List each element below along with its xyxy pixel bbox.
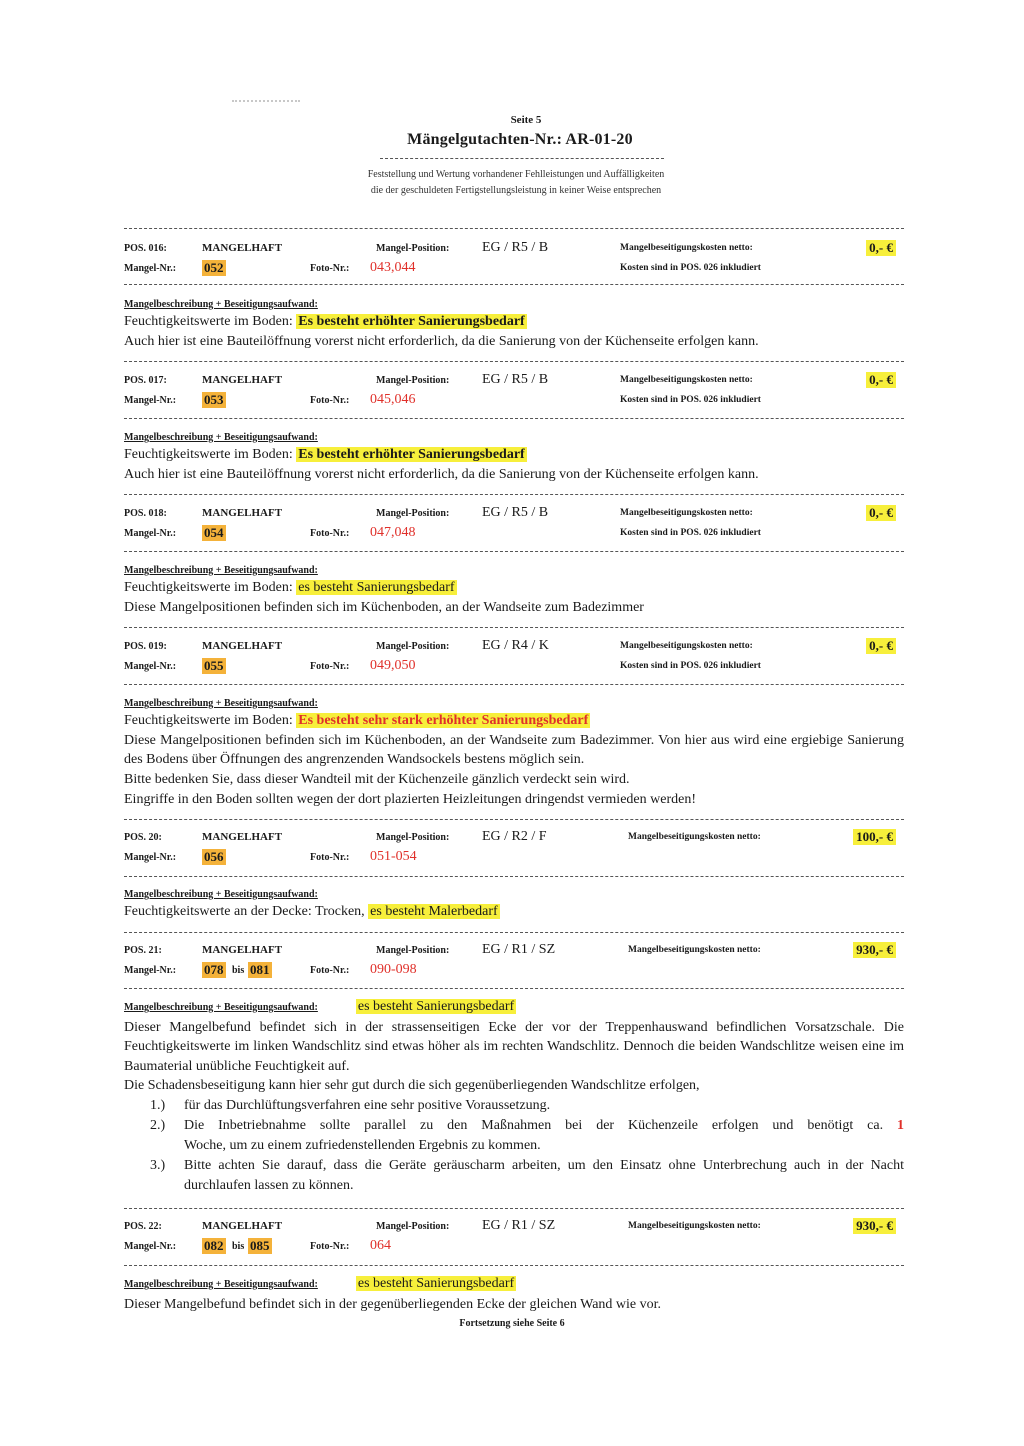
description-highlight: Es besteht sehr stark erhöhter Sanierungsbedarf — [298, 713, 589, 728]
description-highlight: es besteht Malerbedarf — [370, 904, 498, 919]
description-block-016 — [124, 294, 904, 352]
page-number: Seite 5 — [510, 114, 542, 126]
foto-nr-value: 049,050 — [370, 658, 416, 673]
mangel-position-label: Mangel-Position: — [376, 945, 450, 956]
pos-number: POS. 018: — [124, 508, 167, 519]
position-block-22 — [124, 1218, 904, 1258]
position-block-019 — [124, 638, 904, 678]
included-note: Kosten sind in POS. 026 inkludiert — [620, 263, 761, 273]
description-prefix: Feuchtigkeitswerte im Boden: — [124, 580, 293, 595]
section-divider — [124, 494, 904, 495]
cost-label: Mangelbeseitigungskosten netto: — [620, 375, 753, 385]
pos-number: POS. 20: — [124, 832, 162, 843]
section-divider — [124, 819, 904, 820]
section-divider — [124, 418, 904, 419]
description-label: Mangelbeschreibung + Beseitigungsaufwand: — [124, 299, 318, 310]
included-note: Kosten sind in POS. 026 inkludiert — [620, 528, 761, 538]
foto-nr-label: Foto-Nr.: — [310, 965, 350, 976]
mangel-nr-to-value: 085 — [250, 1238, 270, 1253]
foto-nr-label: Foto-Nr.: — [310, 852, 350, 863]
status-label: MANGELHAFT — [202, 242, 283, 254]
section-divider — [124, 228, 904, 229]
list-item: 2.) Die Inbetriebnahme sollte parallel zu den Maßnahmen bei der Küchenzeile erfolgen und benötigt ca. 1 Woche, um zu einem zufriedenstellenden Ergebnis zu kommen. — [150, 1118, 904, 1154]
description-highlight: Es besteht erhöhter Sanierungsbedarf — [298, 447, 525, 462]
document-title: Mängelgutachten-Nr.: AR-01-20 — [407, 131, 633, 148]
included-note: Kosten sind in POS. 026 inkludiert — [620, 395, 761, 405]
description-text: Dieser Mangelbefund befindet sich in der strassenseitigen Ecke der vor der Treppenhauswand befindlichen Vorsatzschale. Die Feuchtigkeitswerte im linken Wandschlitz sind etwas höher als im rechten Wandschlitz. Dennoch die beiden Wandschlitze weisen eine im Baumaterial unübliche Feuchtigkeit auf. — [124, 1020, 904, 1074]
cost-label: Mangelbeseitigungskosten netto: — [620, 641, 753, 651]
status-label: MANGELHAFT — [202, 1220, 283, 1232]
mangel-nr-value: 056 — [204, 849, 224, 864]
mangel-nr-to-value: 081 — [250, 962, 270, 977]
cost-value: 100,- € — [853, 829, 896, 845]
cost-value: 930,- € — [853, 1218, 896, 1234]
included-note: Kosten sind in POS. 026 inkludiert — [620, 661, 761, 671]
foto-nr-value: 090-098 — [370, 962, 417, 977]
foto-nr-value: 045,046 — [370, 392, 416, 407]
pos-number: POS. 017: — [124, 375, 167, 386]
mangel-nr-label: Mangel-Nr.: — [124, 528, 177, 539]
subtitle-line-2: die der geschuldeten Fertigstellungsleistung in keiner Weise entsprechen — [370, 185, 662, 196]
position-block-017 — [124, 372, 904, 412]
description-label: Mangelbeschreibung + Beseitigungsaufwand: — [124, 889, 318, 900]
foto-nr-label: Foto-Nr.: — [310, 528, 350, 539]
pos-number: POS. 22: — [124, 1221, 162, 1232]
description-text: Bitte bedenken Sie, dass dieser Wandteil mit der Küchenzeile gänzlich verdeckt sein wird. — [124, 771, 630, 787]
foto-nr-value: 064 — [370, 1238, 391, 1253]
position-block-20 — [124, 829, 904, 869]
description-text: Die Schadensbeseitigung kann hier sehr gut durch die sich gegenüberliegenden Wandschlitze erfolgen, — [124, 1078, 700, 1094]
list-item: 1.) für das Durchlüftungsverfahren eine sehr positive Voraussetzung. — [150, 1098, 551, 1114]
foto-nr-label: Foto-Nr.: — [310, 1241, 350, 1252]
foto-nr-value: 051-054 — [370, 849, 417, 864]
pos-number: POS. 019: — [124, 641, 167, 652]
section-divider — [124, 932, 904, 933]
continuation-note: Fortsetzung siehe Seite 6 — [459, 1318, 565, 1329]
cost-label: Mangelbeseitigungskosten netto: — [620, 243, 753, 253]
bis-label: bis — [232, 1241, 245, 1252]
position-block-21 — [124, 942, 904, 982]
description-text: Auch hier ist eine Bauteilöffnung vorerst nicht erforderlich, da die Sanierung von der Küchenseite erfolgen kann. — [124, 467, 759, 482]
mangel-nr-label: Mangel-Nr.: — [124, 965, 177, 976]
cost-value: 930,- € — [853, 942, 896, 958]
description-prefix: Feuchtigkeitswerte im Boden: — [124, 447, 293, 462]
cost-value: 0,- € — [866, 240, 896, 256]
foto-nr-value: 043,044 — [370, 260, 416, 275]
description-block-20 — [124, 884, 904, 922]
cost-label: Mangelbeseitigungskosten netto: — [628, 1221, 761, 1231]
mangel-position-label: Mangel-Position: — [376, 832, 450, 843]
bis-label: bis — [232, 965, 245, 976]
description-text: Auch hier ist eine Bauteilöffnung vorerst nicht erforderlich, da die Sanierung von der Küchenseite erfolgen kann. — [124, 334, 759, 349]
status-label: MANGELHAFT — [202, 640, 283, 652]
mangel-nr-value: 055 — [204, 658, 224, 673]
mangel-position-value: EG / R5 / B — [482, 505, 549, 520]
mangel-nr-label: Mangel-Nr.: — [124, 852, 177, 863]
description-text: Diese Mangelpositionen befinden sich im Küchenboden, an der Wandseite zum Badezimmer — [124, 600, 644, 615]
mangel-position-value: EG / R5 / B — [482, 372, 549, 387]
description-highlight: es besteht Sanierungsbedarf — [357, 1276, 515, 1291]
mangel-nr-label: Mangel-Nr.: — [124, 263, 177, 274]
section-divider — [124, 876, 904, 877]
status-label: MANGELHAFT — [202, 374, 283, 386]
cost-label: Mangelbeseitigungskosten netto: — [628, 832, 761, 842]
section-divider — [124, 684, 904, 685]
description-label: Mangelbeschreibung + Beseitigungsaufwand: — [124, 565, 318, 576]
cost-value: 0,- € — [866, 505, 896, 521]
description-block-21 — [124, 997, 904, 1196]
section-divider — [124, 284, 904, 285]
section-divider — [124, 1265, 904, 1266]
description-block-019 — [124, 693, 904, 810]
mangel-nr-value: 082 — [204, 1238, 224, 1253]
cost-value: 0,- € — [866, 638, 896, 654]
description-prefix: Feuchtigkeitswerte an der Decke: Trocken, — [124, 904, 365, 919]
description-prefix: Feuchtigkeitswerte im Boden: — [124, 314, 293, 329]
cost-label: Mangelbeseitigungskosten netto: — [620, 508, 753, 518]
description-label: Mangelbeschreibung + Beseitigungsaufwand: — [124, 1002, 318, 1013]
mangel-position-label: Mangel-Position: — [376, 243, 450, 254]
mangel-position-value: EG / R1 / SZ — [482, 942, 556, 957]
scan-artifact — [232, 100, 300, 105]
section-divider — [124, 627, 904, 628]
status-label: MANGELHAFT — [202, 831, 283, 843]
pos-number: POS. 016: — [124, 243, 167, 254]
description-label: Mangelbeschreibung + Beseitigungsaufwand: — [124, 432, 318, 443]
description-highlight: es besteht Sanierungsbedarf — [357, 999, 515, 1014]
foto-nr-label: Foto-Nr.: — [310, 661, 350, 672]
cost-value: 0,- € — [866, 372, 896, 388]
description-prefix: Feuchtigkeitswerte im Boden: — [124, 713, 293, 728]
mangel-position-label: Mangel-Position: — [376, 375, 450, 386]
section-divider — [124, 361, 904, 362]
description-text: Dieser Mangelbefund befindet sich in der gegenüberliegenden Ecke der gleichen Wand wie vor. — [124, 1297, 662, 1312]
title-divider — [380, 158, 664, 159]
mangel-position-label: Mangel-Position: — [376, 641, 450, 652]
description-block-018 — [124, 560, 904, 618]
mangel-nr-value: 054 — [204, 525, 224, 540]
description-highlight: es besteht Sanierungsbedarf — [298, 580, 455, 595]
description-block-017 — [124, 427, 904, 485]
mangel-position-label: Mangel-Position: — [376, 1221, 450, 1232]
position-block-016 — [124, 240, 904, 280]
section-divider — [124, 1208, 904, 1209]
description-highlight: Es besteht erhöhter Sanierungsbedarf — [298, 314, 525, 329]
status-label: MANGELHAFT — [202, 507, 283, 519]
mangel-position-value: EG / R5 / B — [482, 240, 549, 255]
foto-nr-label: Foto-Nr.: — [310, 263, 350, 274]
mangel-nr-label: Mangel-Nr.: — [124, 395, 177, 406]
mangel-nr-label: Mangel-Nr.: — [124, 1241, 177, 1252]
mangel-position-value: EG / R2 / F — [482, 829, 547, 844]
foto-nr-label: Foto-Nr.: — [310, 395, 350, 406]
section-divider — [124, 988, 904, 989]
list-item: 3.) Bitte achten Sie darauf, dass die Geräte geräuscharm arbeiten, um den Einsatz ohne Unterbrechung auch in der Nacht durchlaufen lassen zu können. — [150, 1158, 904, 1194]
description-label: Mangelbeschreibung + Beseitigungsaufwand: — [124, 698, 318, 709]
status-label: MANGELHAFT — [202, 944, 283, 956]
foto-nr-value: 047,048 — [370, 525, 416, 540]
mangel-nr-value: 053 — [204, 392, 224, 407]
description-block-22 — [124, 1274, 904, 1315]
cost-label: Mangelbeseitigungskosten netto: — [628, 945, 761, 955]
description-text: Eingriffe in den Boden sollten wegen der dort plazierten Heizleitungen dringendst vermieden werden! — [124, 791, 696, 807]
mangel-position-value: EG / R4 / K — [482, 638, 549, 653]
mangel-nr-value: 052 — [204, 260, 224, 275]
subtitle-line-1: Feststellung und Wertung vorhandener Fehlleistungen und Auffälligkeiten — [367, 169, 665, 180]
mangel-position-label: Mangel-Position: — [376, 508, 450, 519]
mangel-nr-value: 078 — [204, 962, 224, 977]
pos-number: POS. 21: — [124, 945, 162, 956]
mangel-position-value: EG / R1 / SZ — [482, 1218, 556, 1233]
section-divider — [124, 551, 904, 552]
description-label: Mangelbeschreibung + Beseitigungsaufwand: — [124, 1279, 318, 1290]
position-block-018 — [124, 505, 904, 545]
description-text: Diese Mangelpositionen befinden sich im Küchenboden, an der Wandseite zum Badezimmer. Von hier aus wird eine ergiebige Sanierung des Bodens über Öffnungen des angrenzenden Wandsockels bestens möglich sein. — [124, 733, 904, 768]
mangel-nr-label: Mangel-Nr.: — [124, 661, 177, 672]
